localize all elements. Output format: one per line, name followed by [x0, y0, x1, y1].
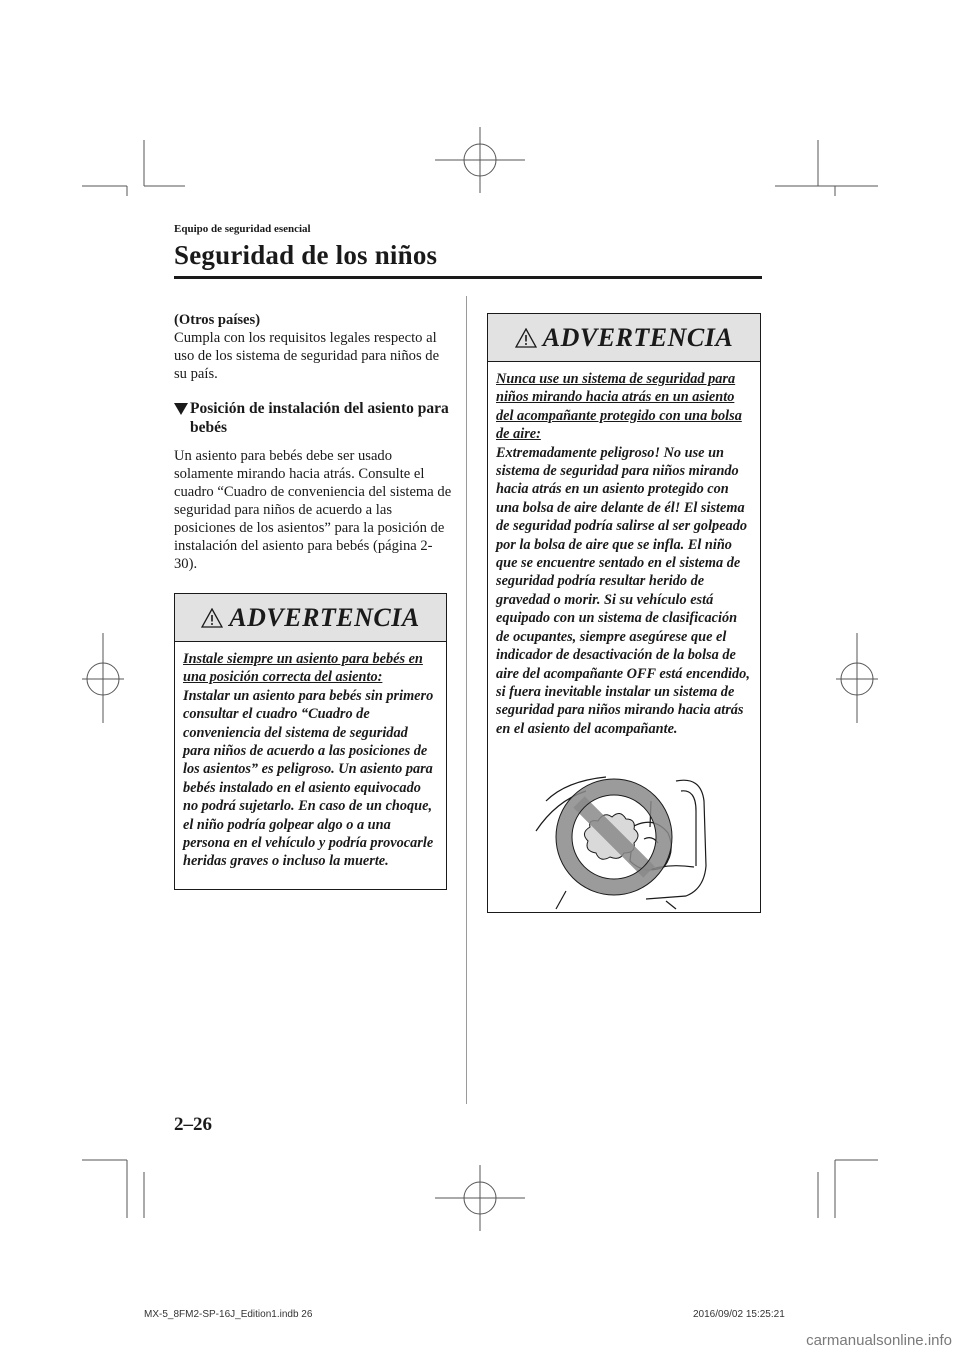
warning-title: ADVERTENCIA — [229, 602, 420, 632]
warning-text: Instalar un asiento para bebés sin primero consultar el cuadro “Cuadro de conveniencia del sistema de seguridad para niños de acuerdo a las posiciones de los asientos” es peligroso. Un asiento para bebés instalado en el asiento equivocado no podrá sujetarlo. En caso de un choque, el niño podría golpear algo o a una persona en el vehículo y podría provocarle heridas graves o incluso la muerte. — [183, 687, 434, 870]
intro-text: Cumpla con los requisitos legales respecto al uso de los sistema de seguridad para niños de su país. — [174, 330, 440, 382]
prohibition-circle-icon — [556, 779, 672, 895]
footer-date-info: 2016/09/02 15:25:21 — [693, 1309, 785, 1320]
warning-headline: Instale siempre un asiento para bebés en una posición correcta del asiento: — [183, 651, 423, 686]
warning-box-left — [174, 593, 447, 890]
header-rule — [174, 276, 762, 279]
crop-mark-icon — [818, 1160, 878, 1218]
section-label: Equipo de seguridad esencial — [174, 223, 311, 235]
warning-triangle-icon — [515, 328, 537, 348]
registration-mark-icon — [82, 633, 124, 723]
footer-file-info: MX-5_8FM2-SP-16J_Edition1.indb 26 — [144, 1309, 313, 1320]
warning-headline: Nunca use un sistema de seguridad para niños mirando hacia atrás en un asiento del acompañante protegido con una bolsa de aire: — [496, 371, 742, 443]
triangle-bullet-icon — [174, 403, 188, 415]
body-text: Un asiento para bebés debe ser usado solamente mirando hacia atrás. Consulte el cuadro “Cuadro de conveniencia del sistema de seguridad para niños de acuerdo a las posiciones de los asientos” para la posición de instalación del asiento para bebés (página 2-30). — [174, 448, 452, 572]
section-heading-text: Posición de instalación del asiento para bebés — [190, 400, 449, 436]
warning-header — [488, 314, 760, 362]
section-heading — [174, 399, 454, 437]
airbag-prohibition-illustration — [526, 771, 726, 911]
page-title: Seguridad de los niños — [174, 240, 438, 270]
registration-mark-icon — [836, 633, 878, 723]
warning-title: ADVERTENCIA — [542, 322, 734, 352]
crop-mark-icon — [82, 1160, 144, 1218]
column-divider — [466, 296, 467, 1104]
crop-mark-icon — [82, 140, 185, 196]
page-number: 2–26 — [174, 1114, 212, 1135]
watermark: carmanualsonline.info — [806, 1332, 952, 1349]
crop-mark-icon — [775, 140, 878, 196]
warning-triangle-icon — [201, 608, 223, 628]
registration-mark-icon — [435, 1165, 525, 1231]
warning-box-right — [487, 313, 761, 913]
warning-body — [175, 642, 446, 871]
warning-text: Extremadamente peligroso! No use un sistema de seguridad para niños mirando hacia atrás en un asiento protegido con una bolsa de aire delante de él! El sistema de seguridad podría salirse al ser golpeado por la bolsa de aire que se infla. El niño que se encuentre sentado en el sistema de seguridad podría resultar herido de gravedad o morir. Si su vehículo está equipado con un sistema de clasificación de ocupantes, siempre asegúrese que el indicador de desactivación de la bolsa de aire del acompañante OFF está encendido, si fuera inevitable instalar un sistema de seguridad para niños mirando hacia atrás en el asiento del acompañante. — [496, 444, 750, 737]
left-column — [174, 311, 454, 573]
warning-header — [175, 594, 446, 642]
registration-mark-icon — [435, 127, 525, 193]
warning-body — [488, 362, 760, 738]
subheading: (Otros países) — [174, 312, 261, 328]
